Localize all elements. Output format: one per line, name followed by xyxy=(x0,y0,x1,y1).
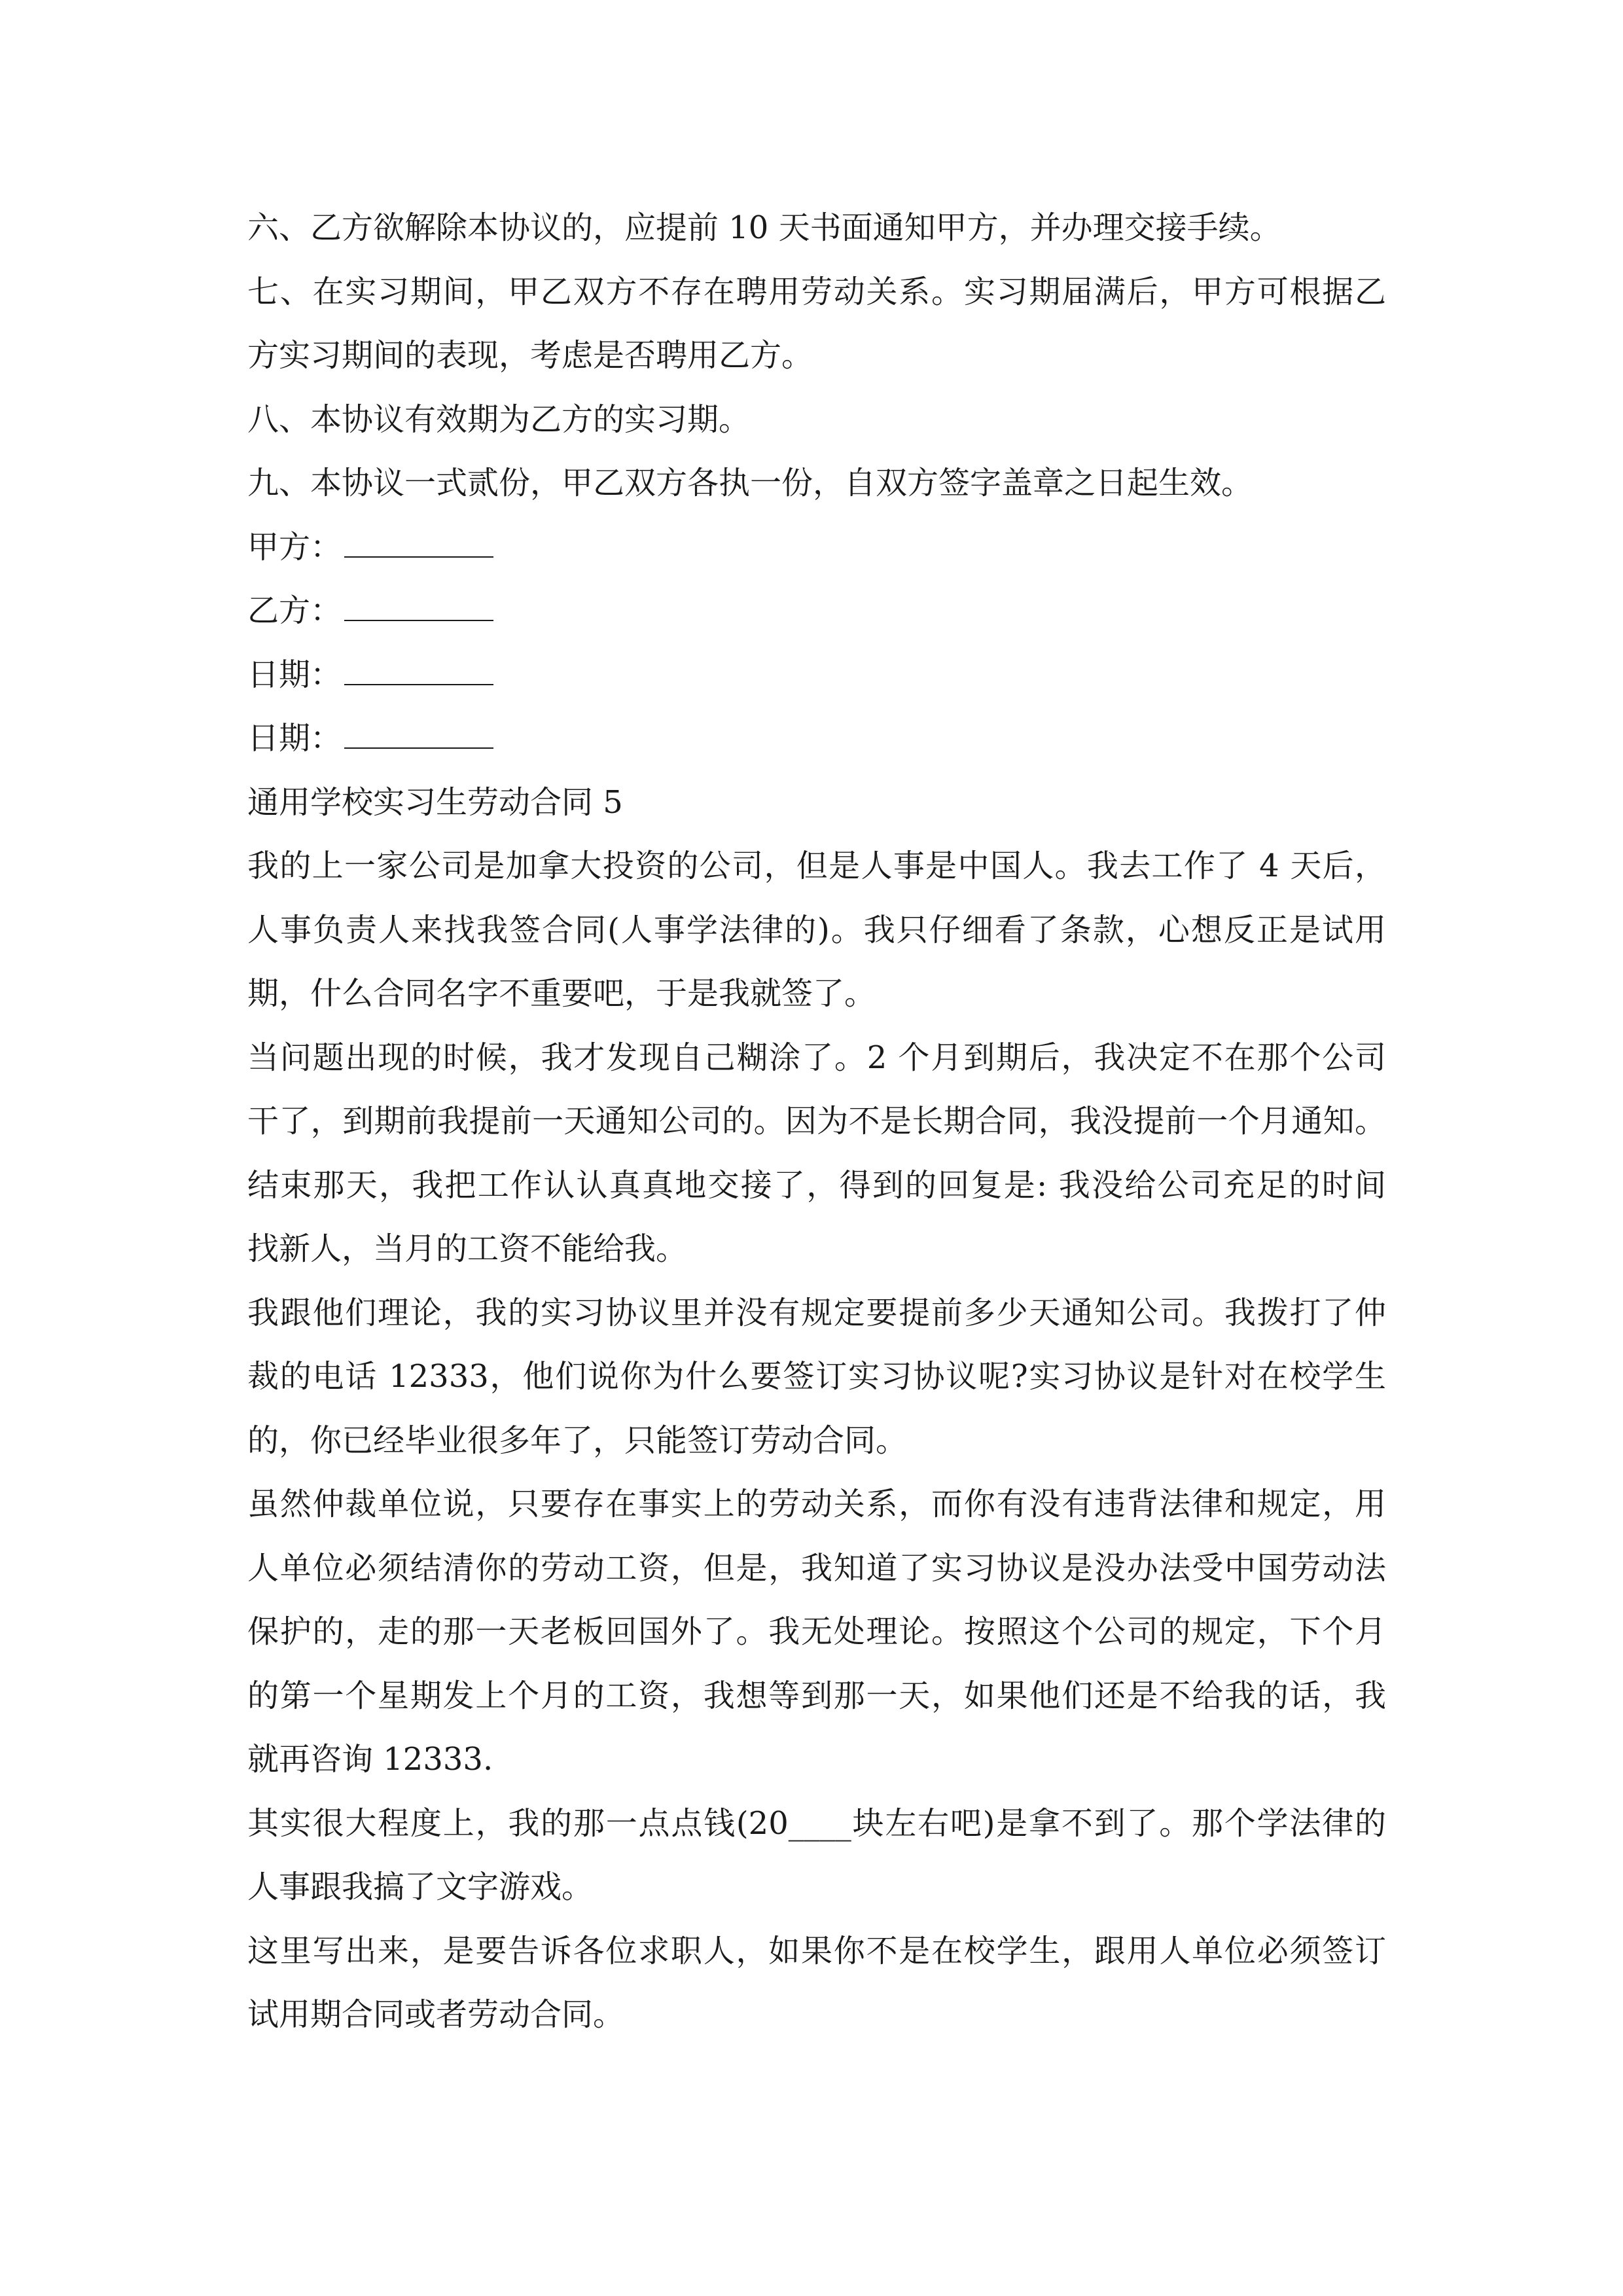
paragraph-1-line-1: 我的上一家公司是加拿大投资的公司，但是人事是中国人。我去工作了 4 天后， xyxy=(247,848,1386,884)
date-2-blank-line xyxy=(344,721,493,749)
clause-eight-line-1: 八、本协议有效期为乙方的实习期。 xyxy=(247,401,751,438)
signature-party-b xyxy=(247,579,1386,643)
signature-date-1 xyxy=(247,643,1386,708)
paragraph-4-line-4: 的第一个星期发上个月的工资，我想等到那一天，如果他们还是不给我的话，我 xyxy=(247,1677,1386,1714)
paragraph-4-line-2: 人单位必须结清你的劳动工资，但是，我知道了实习协议是没办法受中国劳动法 xyxy=(247,1549,1386,1587)
paragraph-2-line-2: 干了，到期前我提前一天通知公司的。因为不是长期合同，我没提前一个月通知。 xyxy=(247,1103,1386,1139)
signature-party-a xyxy=(247,516,1386,580)
paragraph-1-line-3: 期，什么合同名字不重要吧，于是我就签了。 xyxy=(247,975,876,1012)
paragraph-1-line-2: 人事负责人来找我签合同(人事学法律的)。我只仔细看了条款，心想反正是试用 xyxy=(247,911,1386,948)
party-a-label: 甲方： xyxy=(247,528,342,565)
paragraph-4-line-3: 保护的，走的那一天老板回国外了。我无处理论。按照这个公司的规定，下个月 xyxy=(247,1613,1386,1650)
paragraph-6-line-2: 试用期合同或者劳动合同。 xyxy=(247,1996,625,2033)
section-title: 通用学校实习生劳动合同 5 xyxy=(247,783,623,821)
paragraph-4-line-1: 虽然仲裁单位说，只要存在事实上的劳动关系，而你有没有违背法律和规定，用 xyxy=(247,1486,1386,1522)
date-1-blank-line xyxy=(344,658,493,685)
signature-date-2 xyxy=(247,707,1386,771)
party-b-blank-line xyxy=(344,594,493,621)
date-2-label: 日期： xyxy=(247,720,342,757)
paragraph-3-line-1: 我跟他们理论，我的实习协议里并没有规定要提前多少天通知公司。我拨打了仲 xyxy=(247,1294,1386,1331)
paragraph-4-line-5: 就再咨询 12333. xyxy=(247,1741,493,1778)
date-1-label: 日期： xyxy=(247,656,342,693)
party-a-blank-line xyxy=(344,530,493,558)
paragraph-2-line-4: 找新人，当月的工资不能给我。 xyxy=(247,1230,688,1267)
clause-six-line-1: 六、乙方欲解除本协议的，应提前 10 天书面通知甲方，并办理交接手续。 xyxy=(247,209,1281,246)
paragraph-3-line-3: 的，你已经毕业很多年了，只能签订劳动合同。 xyxy=(247,1422,908,1459)
party-b-label: 乙方： xyxy=(247,592,342,629)
clause-seven-line-2: 方实习期间的表现，考虑是否聘用乙方。 xyxy=(247,337,813,374)
clause-seven-line-1: 七、在实习期间，甲乙双方不存在聘用劳动关系。实习期届满后，甲方可根据乙 xyxy=(247,273,1386,310)
paragraph-6-line-1: 这里写出来，是要告诉各位求职人，如果你不是在校学生，跟用人单位必须签订 xyxy=(247,1932,1386,1969)
paragraph-5-line-2: 人事跟我搞了文字游戏。 xyxy=(247,1869,594,1905)
document-body xyxy=(247,196,1386,2047)
paragraph-3-line-2: 裁的电话 12333，他们说你为什么要签订实习协议呢?实习协议是针对在校学生 xyxy=(247,1358,1386,1395)
paragraph-5-line-1: 其实很大程度上，我的那一点点钱(20____块左右吧)是拿不到了。那个学法律的 xyxy=(247,1804,1386,1842)
paragraph-2-line-3: 结束那天，我把工作认认真真地交接了，得到的回复是: 我没给公司充足的时间 xyxy=(247,1166,1386,1204)
paragraph-2-line-1: 当问题出现的时候，我才发现自己糊涂了。2 个月到期后，我决定不在那个公司 xyxy=(247,1039,1386,1076)
clause-nine-line-1: 九、本协议一式贰份，甲乙双方各执一份，自双方签字盖章之日起生效。 xyxy=(247,465,1253,501)
